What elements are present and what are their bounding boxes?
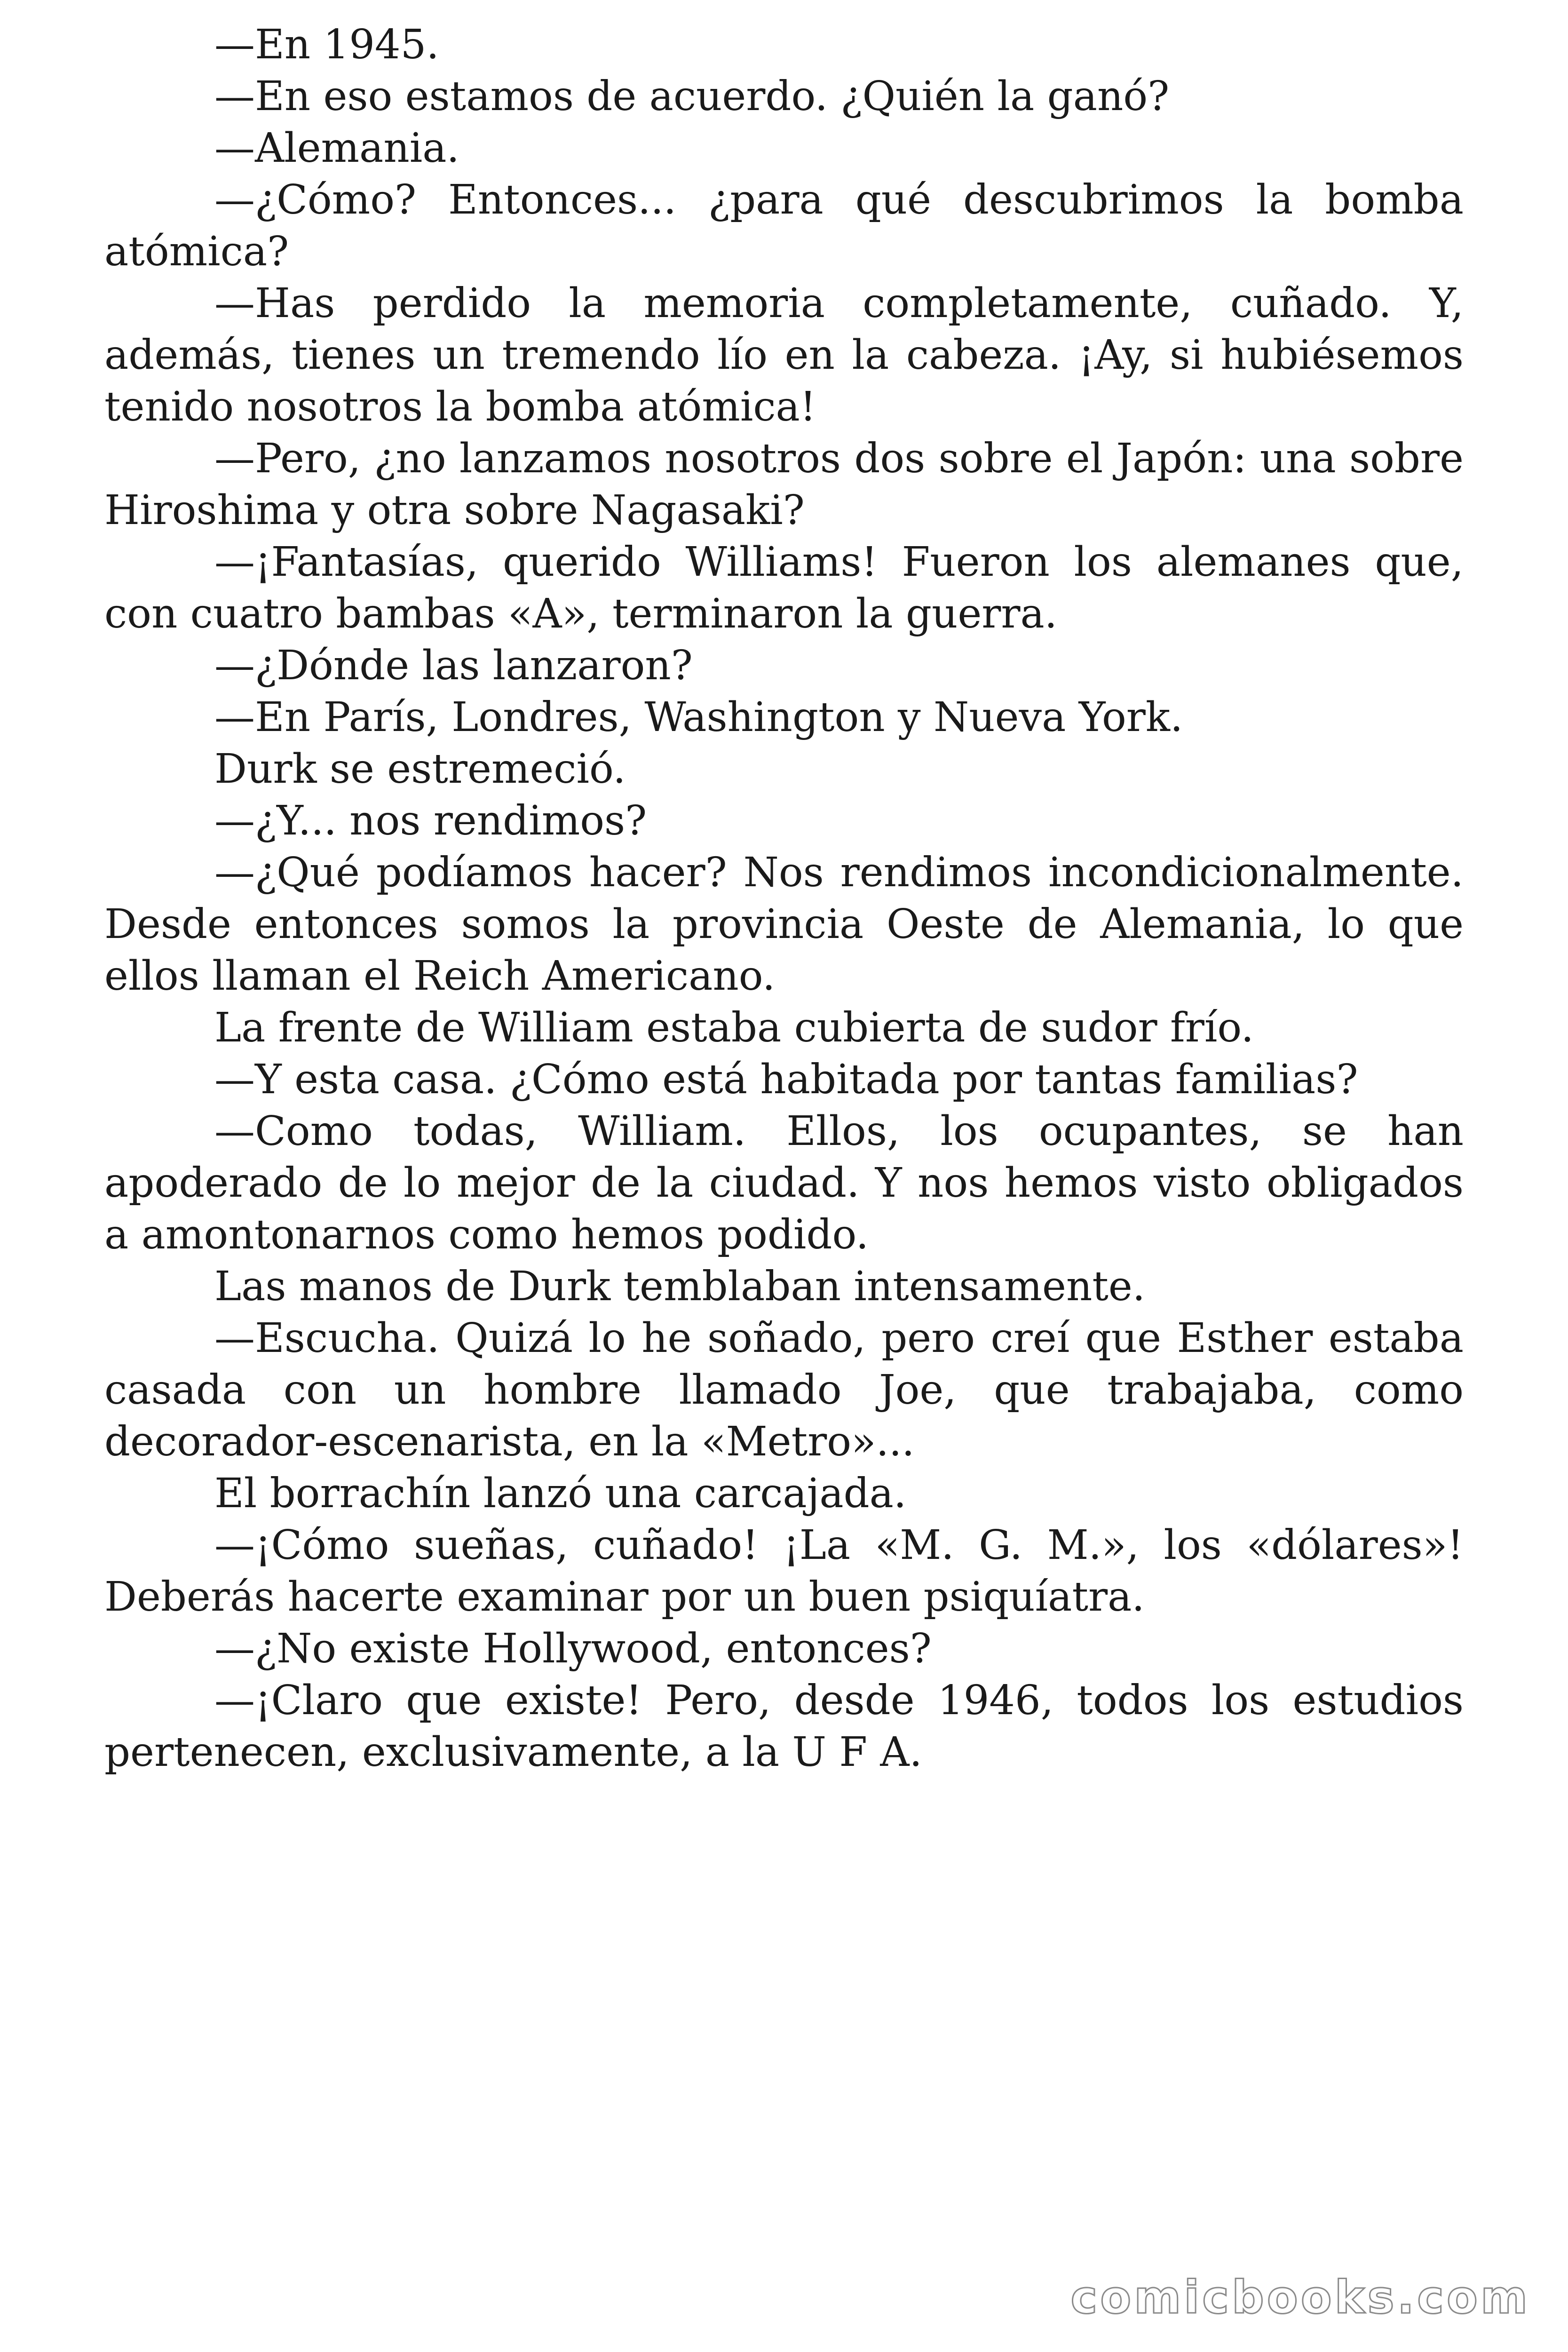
paragraph: —En París, Londres, Washington y Nueva York. [214,694,1183,741]
paragraph: Las manos de Durk temblaban intensamente. [214,1263,1146,1310]
body-text [104,19,1464,1778]
paragraph: —En eso estamos de acuerdo. ¿Quién la ganó? [214,73,1170,120]
paragraph: —¡Claro que existe! Pero, desde 1946, todos los estudios pertenecen, exclusivamente, a la U F A. [104,1677,1464,1776]
paragraph: El borrachín lanzó una carcajada. [214,1470,907,1517]
paragraph: —¿Qué podíamos hacer? Nos rendimos incondicionalmente. Desde entonces somos la provincia Oeste de Alemania, lo que ellos llaman el Reich Americano. [104,849,1464,1000]
paragraph: —¿Dónde las lanzaron? [214,642,693,689]
paragraph: —Alemania. [214,125,459,172]
paragraph: —Como todas, William. Ellos, los ocupantes, se han apoderado de lo mejor de la ciudad. Y nos hemos visto obligados a amontonarnos como hemos podido. [104,1108,1464,1258]
paragraph: —Y esta casa. ¿Cómo está habitada por tantas familias? [214,1056,1358,1103]
paragraph: —Pero, ¿no lanzamos nosotros dos sobre el Japón: una sobre Hiroshima y otra sobre Nagasaki? [104,435,1464,534]
paragraph: —¿Y... nos rendimos? [214,797,647,844]
paragraph: Durk se estremeció. [214,746,626,793]
paragraph: —¿Cómo? Entonces... ¿para qué descubrimos la bomba atómica? [104,176,1464,275]
paragraph: —Escucha. Quizá lo he soñado, pero creí que Esther estaba casada con un hombre llamado Joe, que trabajaba, como decorador-escenarista, en la «Metro»... [104,1315,1464,1465]
paragraph: —Has perdido la memoria completamente, cuñado. Y, además, tienes un tremendo lío en la cabeza. ¡Ay, si hubiésemos tenido nosotros la bomba atómica! [104,280,1464,430]
paragraph: —¡Cómo sueñas, cuñado! ¡La «M. G. M.», los «dólares»! Deberás hacerte examinar por un buen psiquíatra. [104,1522,1464,1621]
paragraph: —En 1945. [214,21,439,68]
watermark: comicbooks.com [1070,2271,1530,2324]
paragraph: La frente de William estaba cubierta de sudor frío. [214,1004,1254,1051]
paragraph: —¿No existe Hollywood, entonces? [214,1625,932,1672]
paragraph: —¡Fantasías, querido Williams! Fueron los alemanes que, con cuatro bambas «A», terminaron la guerra. [104,539,1464,637]
